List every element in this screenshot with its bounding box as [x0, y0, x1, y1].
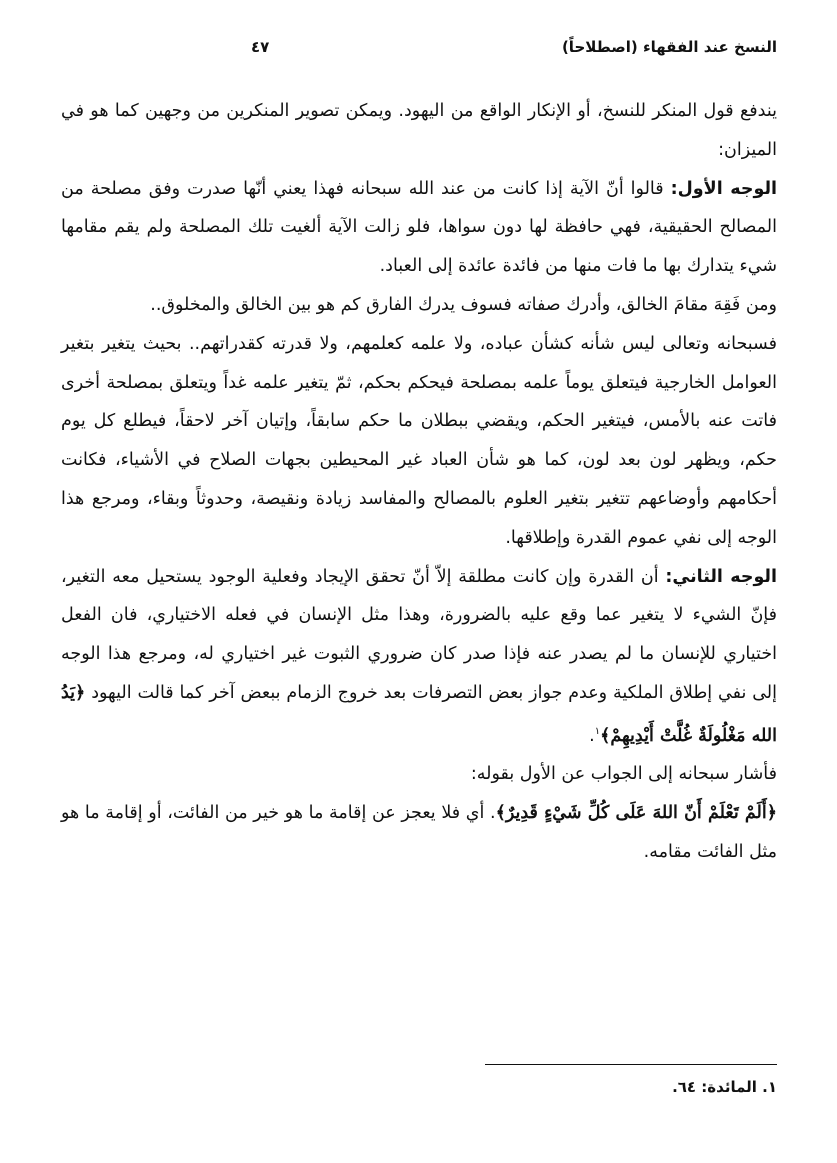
quran-verse-qadir: ﴿أَلَمْ تَعْلَمْ أَنّ اللهَ عَلَى كُلِّ شَيْءٍ قَدِيرٌ﴾: [495, 803, 778, 824]
running-header: [61, 34, 777, 64]
quran-verse-maida: ﴿يَدُ الله مَغْلُولَةٌ غُلَّتْ أَيْدِيهِمْ﴾: [61, 682, 777, 746]
first-aspect-text: قالوا أنّ الآية إذا كانت من عند الله سبحانه فهذا يعني أنّها صدرت وفق مصلحة من المصالح الحقيقية، فهي حافظة لها دون سواها، فلو زالت الآية ألغيت تلك المصلحة ولم يقم مقامها شيء يتدارك بها ما فات منها من فائدة عائدة إلى العباد.: [61, 178, 777, 277]
paragraph-answer-intro: [61, 755, 777, 794]
paragraph-answer: [61, 794, 777, 872]
glorification-text: فسبحانه وتعالى ليس شأنه كشأن عباده، ولا علمه كعلمهم، ولا قدرته كقدراتهم.. بحيث يتغير بتغير العوامل الخارجية فيتعلق يوماً علمه بمصلحة فيحكم بحكم، ثمّ يتغير علمه غداً ويتعلق بمصلحة أخرى فاتت عنه بالأمس، فيتغير الحكم، ويقضي ببطلان ما حكم سابقاً، وإتيان آخر لاحقاً، فيطلع كل يوم حكم، ويظهر لون بعد لون، كما هو شأن العباد غير المحيطين بجهات الصلاح في الأشياء، فكانت أحكامهم وأوضاعهم تتغير بتغير العلوم بالمصالح والمفاسد زيادة ونقيصة، وحدوثاً وبقاء، ومرجع هذا الوجه إلى نفي عموم القدرة وإطلاقها.: [61, 333, 777, 548]
body-text: [61, 92, 777, 872]
second-aspect-end: .: [589, 725, 595, 746]
second-aspect-heading: الوجه الثاني:: [665, 566, 777, 587]
creator-station-text: ومن فَقِهَ مقامَ الخالق، وأدرك صفاته فسوف يدرك الفارق كم هو بين الخالق والمخلوق..: [150, 294, 777, 315]
page-number: ٤٧: [251, 38, 270, 56]
footnote: ١. المائدة: ٦٤.: [672, 1078, 777, 1096]
first-aspect-heading: الوجه الأول:: [670, 178, 778, 199]
footnote-marker: ١: [594, 725, 601, 737]
paragraph-intro: [61, 92, 777, 170]
paragraph-first-aspect: [61, 170, 777, 286]
paragraph-glorification: [61, 325, 777, 558]
footnote-divider: [485, 1064, 777, 1065]
running-title: النسخ عند الفقهاء (اصطلاحاً): [561, 38, 777, 56]
answer-text: . أي فلا يعجز عن إقامة ما هو خير من الفائت، أو إقامة ما هو مثل الفائت مقامه.: [61, 803, 777, 862]
paragraph-intro-text: يندفع قول المنكر للنسخ، أو الإنكار الواقع من اليهود. ويمكن تصوير المنكرين من وجهين كما هو في الميزان:: [61, 101, 777, 160]
paragraph-second-aspect: [61, 558, 777, 756]
answer-intro-text: فأشار سبحانه إلى الجواب عن الأول بقوله:: [470, 764, 777, 785]
paragraph-creator-station: [61, 286, 777, 325]
second-aspect-text: أن القدرة وإن كانت مطلقة إلاّ أنّ تحقق الإيجاد وفعلية الوجود يستحيل معه التغير، فإنّ الشيء لا يتغير عما وقع عليه بالضرورة، وهذا مثل الإنسان في فعله الاختياري، فان الفعل اختياري للإنسان ما لم يصدر عنه فإذا صدر كان ضروري الثبوت غير اختياري له، ومرجع هذا الوجه إلى نفي إطلاق الملكية وعدم جواز بعض التصرفات بعد خروج الزمام ببعض آخر كما قالت اليهود: [61, 566, 777, 703]
